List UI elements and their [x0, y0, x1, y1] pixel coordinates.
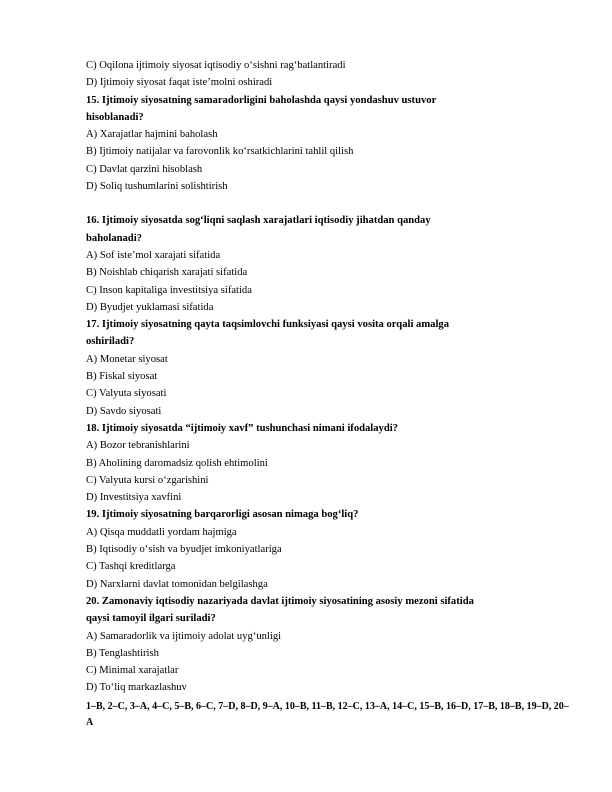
answer-option: D) Soliq tushumlarini solishtirish: [86, 181, 228, 193]
answer-option: D) Savdo siyosati: [86, 405, 162, 417]
answer-option: C) Inson kapitaliga investitsiya sifatida: [86, 284, 252, 296]
answer-option: D) Byudjet yuklamasi sifatida: [86, 301, 214, 313]
answer-option: B) Noishlab chiqarish xarajati sifatida: [86, 267, 248, 279]
question-text: baholanadi?: [86, 232, 142, 244]
answer-option: C) Tashqi kreditlarga: [86, 561, 176, 573]
answer-key: 1–B, 2–C, 3–A, 4–C, 5–B, 6–C, 7–D, 8–D, 9–A, 10–B, 11–B, 12–C, 13–A, 14–C, 15–B, 16–D, 17–B, 18–B, 19–D, 20–A: [86, 700, 569, 728]
answer-option: B) Fiskal siyosat: [86, 371, 158, 383]
question-list: [86, 57, 576, 697]
answer-option: A) Xarajatlar hajmini baholash: [86, 129, 218, 141]
blank-line: [86, 195, 576, 212]
question-text: 16. Ijtimoiy siyosatda sog‘liqni saqlash xarajatlari iqtisodiy jihatdan qanday: [86, 215, 431, 227]
answer-option: A) Samaradorlik va ijtimoiy adolat uyg‘unligi: [86, 630, 282, 642]
answer-option: B) Iqtisodiy o‘sish va byudjet imkoniyatlariga: [86, 544, 282, 556]
question-text: 20. Zamonaviy iqtisodiy nazariyada davlat ijtimoiy siyosatining asosiy mezoni sifatida: [86, 595, 474, 607]
answer-option: B) Ijtimoiy natijalar va farovonlik ko‘rsatkichlarini tahlil qilish: [86, 146, 354, 158]
answer-option: D) Ijtimoiy siyosat faqat iste’molni oshiradi: [86, 77, 273, 89]
question-text: qaysi tamoyil ilgari suriladi?: [86, 613, 216, 625]
question-text: 15. Ijtimoiy siyosatning samaradorligini baholashda qaysi yondashuv ustuvor: [86, 94, 437, 106]
answer-option: B) Tenglashtirish: [86, 647, 159, 659]
answer-option: D) Narxlarni davlat tomonidan belgilashga: [86, 578, 268, 590]
answer-option: C) Valyuta siyosati: [86, 388, 167, 400]
answer-option: C) Oqilona ijtimoiy siyosat iqtisodiy o‘sishni rag‘batlantiradi: [86, 60, 346, 71]
document-page: [86, 57, 576, 731]
answer-option: A) Sof iste’mol xarajati sifatida: [86, 249, 221, 261]
answer-option: C) Valyuta kursi o‘zgarishini: [86, 474, 209, 486]
answer-option: A) Monetar siyosat: [86, 353, 168, 365]
question-text: 19. Ijtimoiy siyosatning barqarorligi asosan nimaga bog‘liq?: [86, 509, 359, 521]
answer-option: C) Minimal xarajatlar: [86, 665, 179, 677]
answer-option: A) Bozor tebranishlarini: [86, 440, 190, 452]
question-text: oshiriladi?: [86, 336, 135, 348]
answer-option: D) Investitsiya xavfini: [86, 492, 182, 504]
answer-option: B) Aholining daromadsiz qolish ehtimolini: [86, 457, 268, 469]
answer-option: C) Davlat qarzini hisoblash: [86, 163, 203, 175]
question-text: 17. Ijtimoiy siyosatning qayta taqsimlovchi funksiyasi qaysi vosita orqali amalga: [86, 319, 449, 331]
question-text: 18. Ijtimoiy siyosatda “ijtimoiy xavf” tushunchasi nimani ifodalaydi?: [86, 422, 398, 434]
answer-option: A) Qisqa muddatli yordam hajmiga: [86, 526, 237, 538]
answer-option: D) To‘liq markazlashuv: [86, 682, 187, 694]
question-text: hisoblanadi?: [86, 111, 144, 123]
